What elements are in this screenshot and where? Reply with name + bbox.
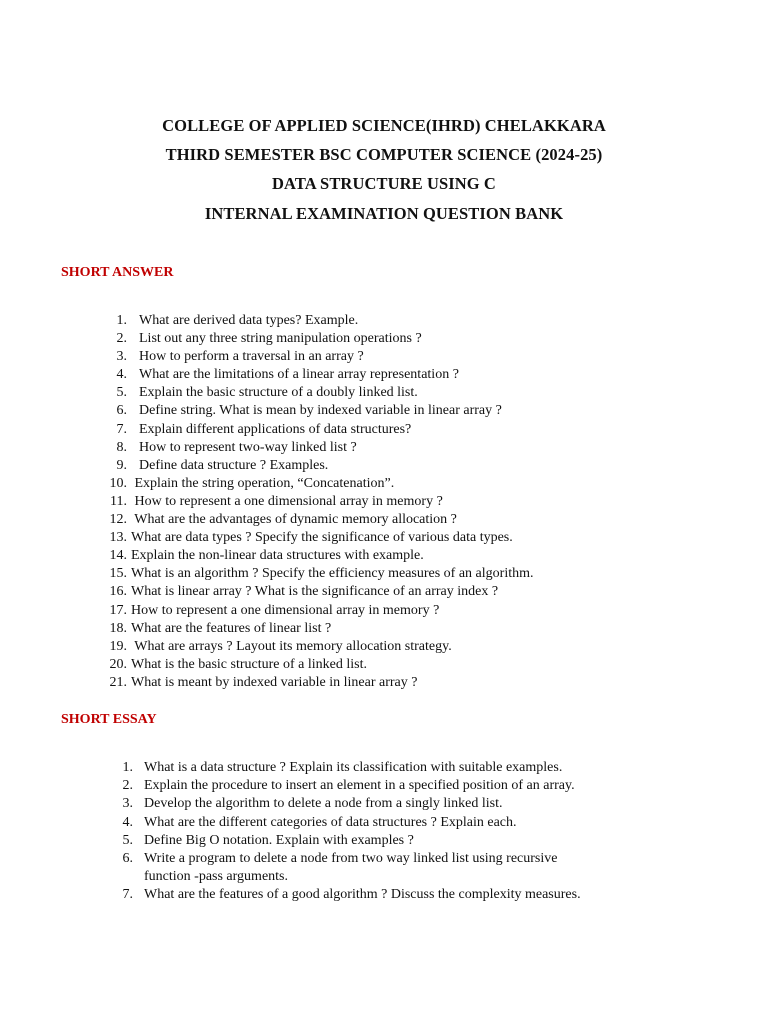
question-number: 3. — [122, 796, 133, 812]
question-text: How to represent a one dimensional array in memory ? — [131, 493, 443, 509]
list-item — [113, 384, 534, 402]
list-item — [118, 886, 581, 904]
list-item — [118, 850, 581, 868]
list-item — [109, 565, 534, 583]
question-text: What are arrays ? Layout its memory allocation strategy. — [131, 638, 452, 654]
list-item — [109, 511, 534, 529]
question-number: 8. — [116, 439, 127, 455]
question-text: Develop the algorithm to delete a node from a singly linked list. — [144, 796, 503, 812]
question-text: Explain different applications of data structures? — [139, 421, 412, 437]
question-text: Write a program to delete a node from two way linked list using recursive — [144, 851, 558, 867]
question-number: 10. — [109, 475, 127, 491]
question-text: Define data structure ? Examples. — [139, 457, 329, 473]
short-essay-heading: SHORT ESSAY — [61, 712, 157, 727]
question-number: 14. — [109, 548, 127, 564]
question-text: Explain the basic structure of a doubly linked list. — [139, 385, 418, 401]
question-text: What are the different categories of data structures ? Explain each. — [144, 814, 517, 830]
list-item — [109, 602, 534, 620]
question-text: Define Big O notation. Explain with examples ? — [144, 832, 414, 848]
question-text: How to represent two-way linked list ? — [139, 439, 357, 455]
question-number: 13. — [109, 530, 127, 546]
question-number: 12. — [109, 512, 127, 528]
question-text: What are the features of a good algorithm ? Discuss the complexity measures. — [144, 887, 581, 903]
semester-line: THIRD SEMESTER BSC COMPUTER SCIENCE (2024-25) — [165, 145, 603, 164]
question-number: 15. — [109, 566, 127, 582]
list-item — [118, 795, 581, 813]
question-number: 6. — [116, 403, 127, 419]
question-number: 19. — [109, 638, 127, 654]
question-text: What is linear array ? What is the significance of an array index ? — [131, 584, 499, 600]
question-number: 4. — [116, 367, 127, 383]
short-essay-list — [118, 759, 581, 905]
question-number: 11. — [110, 493, 127, 509]
list-item — [118, 832, 581, 850]
question-number: 7. — [116, 421, 127, 437]
question-number: 1. — [116, 313, 127, 328]
list-item — [113, 348, 534, 366]
question-text: What are the advantages of dynamic memory allocation ? — [131, 512, 457, 528]
question-number: 1. — [122, 760, 133, 775]
list-item — [113, 366, 534, 384]
question-text: Explain the string operation, “Concatenation”. — [131, 475, 395, 491]
question-text: What are data types ? Specify the significance of various data types. — [131, 530, 513, 546]
question-text: What is an algorithm ? Specify the efficiency measures of an algorithm. — [131, 566, 534, 582]
list-item — [109, 547, 534, 565]
question-number: 9. — [116, 457, 127, 473]
short-answer-list — [109, 312, 534, 692]
question-text: What is the basic structure of a linked list. — [131, 656, 367, 672]
list-item — [113, 439, 534, 457]
list-item — [118, 777, 581, 795]
question-number: 16. — [109, 584, 127, 600]
question-text: List out any three string manipulation operations ? — [139, 331, 422, 347]
list-item — [109, 620, 534, 638]
short-answer-heading: SHORT ANSWER — [61, 265, 174, 280]
list-item-continuation — [118, 868, 581, 886]
question-number: 20. — [109, 656, 127, 672]
list-item — [109, 638, 534, 656]
list-item — [110, 493, 534, 511]
list-item — [113, 457, 534, 475]
list-item — [113, 402, 534, 420]
list-item — [118, 759, 581, 777]
question-text: Explain the non-linear data structures with example. — [131, 548, 424, 564]
list-item — [109, 656, 534, 674]
question-text: How to perform a traversal in an array ? — [139, 349, 364, 365]
question-number: 2. — [116, 331, 127, 347]
question-number: 21. — [109, 674, 127, 690]
question-number: 4. — [122, 814, 133, 830]
question-text-continuation: function -pass arguments. — [144, 869, 288, 885]
list-item — [109, 475, 534, 493]
question-number: 18. — [109, 620, 127, 636]
list-item — [109, 583, 534, 601]
list-item — [113, 330, 534, 348]
question-text: What are the features of linear list ? — [131, 620, 332, 636]
document-title: INTERNAL EXAMINATION QUESTION BANK — [204, 204, 564, 223]
question-number: 2. — [122, 778, 133, 794]
list-item — [109, 529, 534, 547]
question-number: 7. — [122, 887, 133, 903]
question-number: 5. — [116, 385, 127, 401]
subject-line: DATA STRUCTURE USING C — [272, 174, 496, 193]
list-item — [113, 421, 534, 439]
question-number: 17. — [109, 602, 127, 618]
question-number: 3. — [116, 349, 127, 365]
question-text: Define string. What is mean by indexed variable in linear array ? — [139, 403, 502, 419]
question-text: What are derived data types? Example. — [139, 313, 359, 328]
question-text: What are the limitations of a linear array representation ? — [139, 367, 459, 383]
college-name: COLLEGE OF APPLIED SCIENCE(IHRD) CHELAKKARA — [162, 116, 606, 135]
question-text: Explain the procedure to insert an element in a specified position of an array. — [144, 778, 575, 794]
question-text: What is meant by indexed variable in linear array ? — [131, 674, 418, 690]
list-item — [118, 814, 581, 832]
question-number: 5. — [122, 832, 133, 848]
list-item — [113, 312, 534, 330]
question-number: 6. — [122, 851, 133, 867]
question-text: How to represent a one dimensional array in memory ? — [131, 602, 440, 618]
question-text: What is a data structure ? Explain its classification with suitable examples. — [144, 760, 563, 775]
list-item — [109, 674, 534, 692]
